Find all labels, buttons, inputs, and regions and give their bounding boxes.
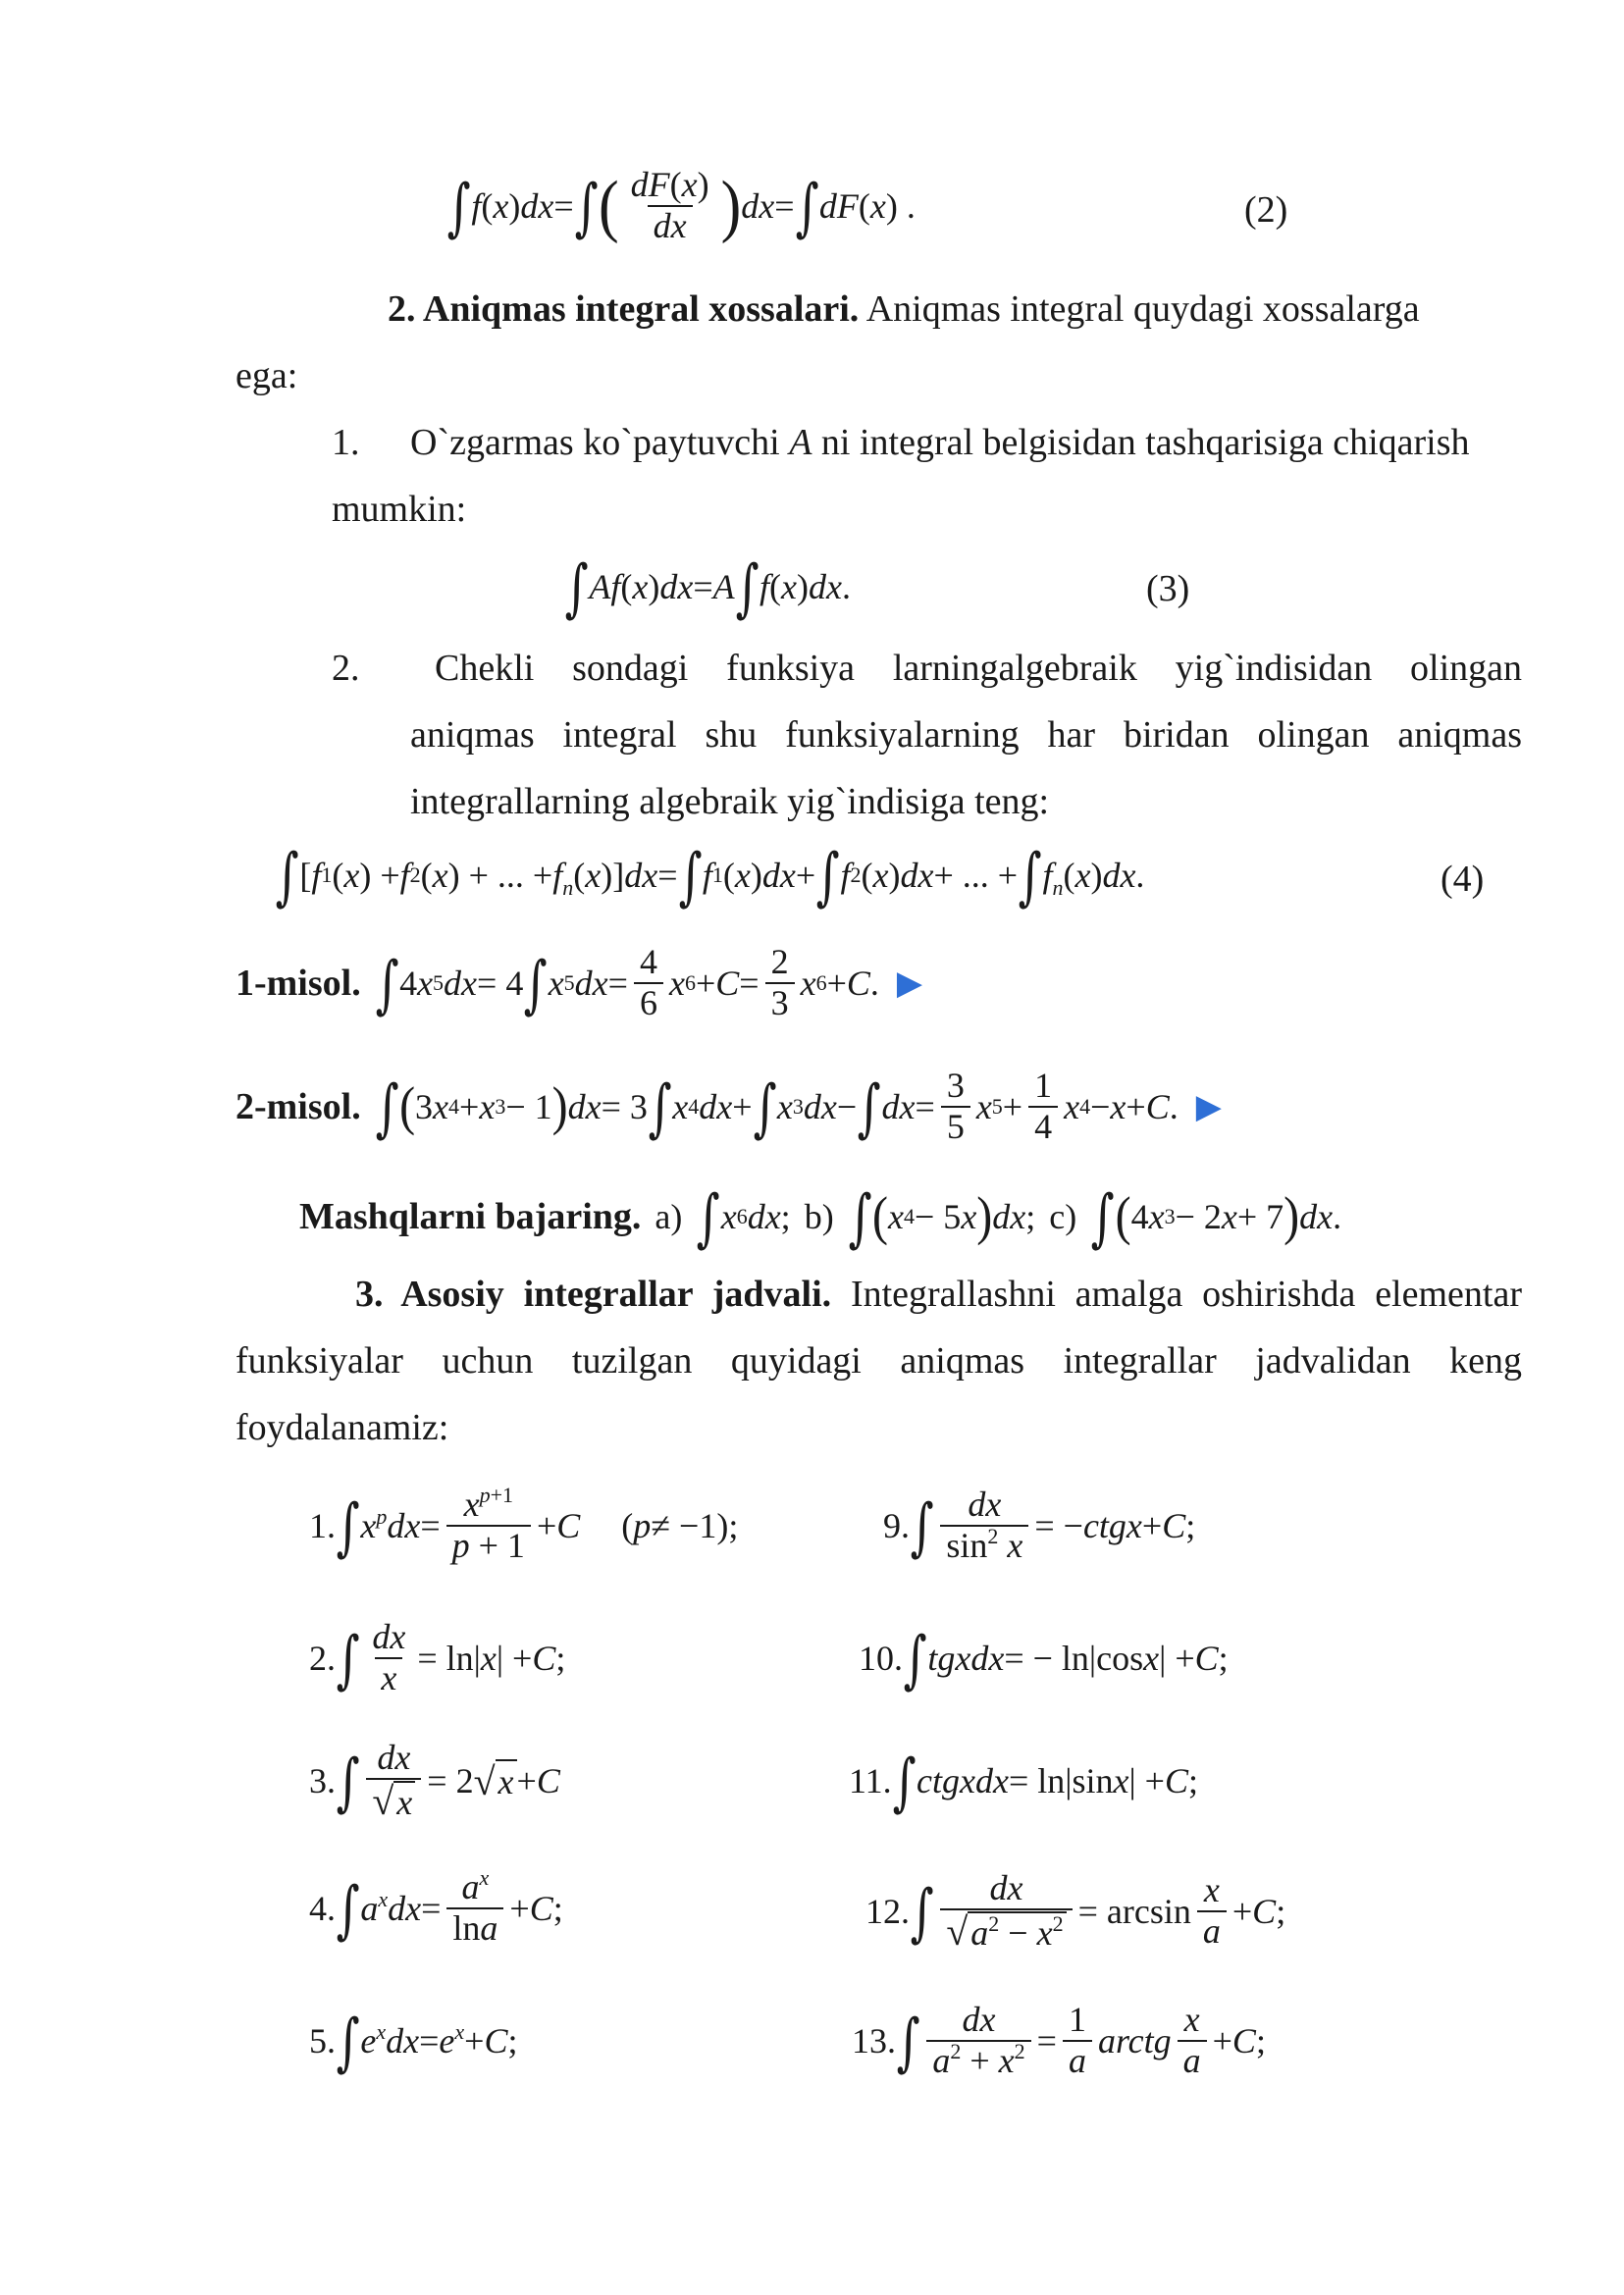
formula-3-number: (3) [1146, 568, 1190, 609]
section-2-paragraph [388, 290, 1420, 328]
section-2-heading: 2. Aniqmas integral xossalari. [388, 288, 860, 330]
section-2-continuation: ega: [236, 355, 298, 396]
example-2-label: 2-misol. [236, 1086, 361, 1127]
end-marker-icon: ▶ [1195, 1089, 1222, 1125]
formula-4-number: (4) [1441, 859, 1485, 900]
end-marker-icon: ▶ [896, 965, 923, 1002]
section-3-line-3: foydalanamiz: [236, 1407, 449, 1448]
exercises: Mashqlarni bajaring. a) ∫ x 6 dx ; b) ∫ ( x 4 − 5 x ) dx ; c) ∫ ( 4 x 3 − 2 x + 7 ) dx . [299, 1182, 1342, 1255]
table-formula-12: 12. ∫ $\frac{dx}{√a^2 - x^2}$ = arcsin $\frac{x}{a}$ + C ; [865, 1868, 1286, 1954]
property-1-symbol: A [789, 422, 812, 463]
table-formula-4: 4. ∫ $a^xdx$ = $\frac{a^x}{\ln a}$ + C ; [309, 1865, 563, 1948]
table-formula-2: 2. ∫ $\frac{dx}{x}$ = ln| x | + C ; [309, 1617, 566, 1697]
section-3-line-1: 3. Asosiy integrallar jadvali. Integrallashni amalga oshirishda elementar [355, 1274, 1522, 1315]
formula-2: ∫ f ( x ) dx = ∫ ( $\frac{dF(x)}{dx}$ ) dx = ∫ dF ( x ) . [446, 165, 916, 245]
property-1-continuation: mumkin: [332, 489, 467, 530]
example-1-label: 1-misol. [236, 963, 361, 1004]
table-formula-9: 9. ∫ $\frac{dx}{\sin^2 x}$ = − ctgx + C ; [883, 1485, 1196, 1565]
table-formula-10: 10. ∫ tgxdx = − ln|cos x | + C ; [859, 1624, 1229, 1696]
section-3-line-2: funksiyalar uchun tuzilgan quyidagi aniqmas integrallar jadvalidan keng [236, 1340, 1522, 1382]
property-2-line-1: Chekli sondagi funksiya larningalgebraik yig`indisidan olingan [435, 648, 1522, 689]
example-2: 2-misol. ∫ ( 3 x 4 + x 3 − 1 ) dx = 3 ∫ x 4 dx + ∫ x 3 dx − ∫ dx = $\frac{3}{5}$ x 5 + $\frac{1}{4}$ x 4 − x + C . ▶ [236, 1066, 1222, 1146]
table-formula-1: 1. ∫ $x^pdx$ = $\frac{x^{p+1}}{p + 1}$ + C ( p ≠ −1); [309, 1483, 739, 1565]
formula-4: ∫ [ f 1 ( x ) + f 2 ( x ) + ... + $f_n$ ( x )] dx = ∫ f 1 ( x ) dx + ∫ f 2 ( x ) dx + ... + ∫ $f_n$ ( x ) dx . [275, 841, 1145, 913]
property-2-line-2: aniqmas integral shu funksiyalarning har biridan olingan aniqmas [410, 714, 1522, 756]
example-1: 1-misol. ∫ 4 x 5 dx = 4 ∫ x 5 dx = $\frac{4}{6}$ x 6 + C = $\frac{2}{3}$ x 6 + C . ▶ [236, 942, 923, 1022]
property-2-line-3: integrallarning algebraik yig`indisiga teng: [410, 781, 1050, 822]
table-formula-5: 5. ∫ $e^xdx$ = $e^x$ + C ; [309, 2007, 518, 2079]
property-1-number: 1. [332, 422, 360, 463]
table-formula-11: 11. ∫ ctgxdx = ln|sin x | + C ; [849, 1747, 1199, 1819]
exercises-label: Mashqlarni bajaring. [299, 1196, 642, 1237]
formula-2-number: (2) [1244, 189, 1288, 231]
section-2-text: Aniqmas integral quydagi xossalarga [859, 288, 1420, 330]
table-formula-13: 13. ∫ $\frac{dx}{a^2 + x^2}$ = $\frac{1}{a}$ arctg $\frac{x}{a}$ + C ; [852, 2000, 1266, 2080]
table-formula-3: 3. ∫ $\frac{dx}{√x}$ = 2 √ x + C [309, 1738, 560, 1823]
property-1-text: O`zgarmas ko`paytuvchi A ni integral belgisidan tashqarisiga chiqarish [410, 422, 1470, 463]
property-2-number: 2. [332, 648, 360, 689]
formula-3: ∫ Af ( x ) dx = A ∫ f ( x ) dx . [564, 552, 851, 625]
section-3-heading: 3. Asosiy integrallar jadvali. [355, 1274, 832, 1315]
